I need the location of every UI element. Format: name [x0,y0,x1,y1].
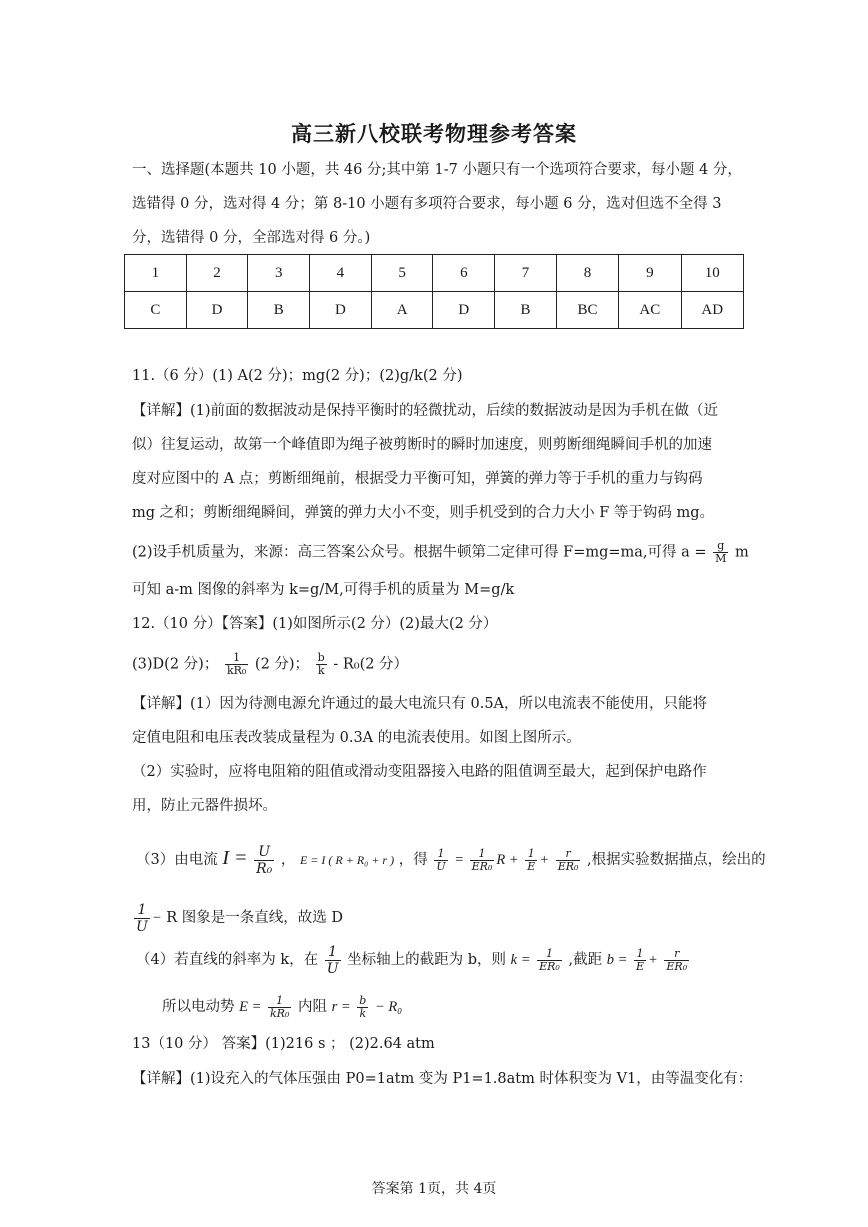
fraction: $\frac{1}{U}$ [436,846,446,873]
comma: ， [280,852,296,868]
q12-detail-7-intercept: ,截距 [568,952,603,968]
q12-detail-6-text: R 图象是一条直线，故选 D [166,910,343,926]
page-title: 高三新八校联考物理参考答案 [291,121,577,146]
formula-I: I = [222,847,248,869]
q11-detail-3: 度对应图中的 A 点；剪断细绳前，根据受力平衡可知，弹簧的弹力等于手机的重力与钩码 [132,471,703,487]
q12-detail-5: （3）由电流 I = $\frac{U}{\text{R₀}}$ ， E = I ( R + R₀ + r ) ，得 $\frac{1}{U}$ = $\frac{1}{\text{ER₀}}$ R + $\frac{1}{E}$ + $\frac{r}{\text{ER₀}}$ ,根据实验数据描点，绘出的 [136,843,766,877]
q12-detail-1: 【详解】(1）因为待测电源允许通过的最大电流只有 0.5A，所以电流表不能使用，只能将 [132,696,708,712]
denominator: R₀ [256,860,273,877]
q12-detail-5-text: （3）由电流 [136,852,218,868]
answer-table [124,254,744,329]
q12-answer: 12.（10 分）【答案】(1)如图所示(2 分）(2)最大(2 分） [132,616,498,632]
denominator: kR₀ [226,664,247,677]
formula-r: r = [331,999,351,1015]
fraction [713,540,728,565]
q12-detail-8-mid: 内阻 [297,999,327,1015]
page-footer: 答案第 1页，共 4页 [371,1181,497,1197]
table-cell: 1 [125,255,187,292]
table-row-numbers [125,255,744,292]
q12-detail-7: （4）若直线的斜率为 k，在 $\frac{1}{U}$ 坐标轴上的截距为 b，则 k = $\frac{1}{\text{ER₀}}$ ,截距 b = $\frac{1}{E}$ + $\frac{r}{\text{ER₀}}$ [136,943,688,977]
table-row-answers [125,292,744,329]
fraction: $\frac{1}{\text{kR₀}}$ [270,993,290,1020]
denominator: M [715,552,727,565]
fraction: $\frac{1}{\text{ER₀}}$ [471,846,493,873]
q12-answer-3 [132,652,750,677]
q12-detail-3: （2）实验时，应将电阻箱的阻值或滑动变阻器接入电路的阻值调至最大，起到保护电路作 [132,764,707,780]
q13-detail-1: 【详解】(1)设充入的气体压强由 P0=1atm 变为 P1=1.8atm 时体积变为 V1，由等温变化有： [132,1071,753,1087]
q11-detail-4: mg 之和；剪断细绳瞬间，弹簧的弹力大小不变，则手机受到的合力大小 F 等于钩码 mg。 [132,505,715,521]
equals: = [454,852,468,868]
section1-line1: 一、选择题(本题共 10 小题，共 46 分;其中第 1-7 小题只有一个选项符合要求，每小题 4 分， [132,162,742,178]
q13-answer: 13（10 分） 答案】(1)216 s ； (2)2.64 atm [132,1036,435,1052]
q11-detail-5-text: (2)设手机质量为，来源：高三答案公众号。根据牛顿第二定律可得 F=mg=ma,可得 a = [132,544,707,561]
table-cell: 6 [433,255,495,292]
table-cell: AD [681,292,744,329]
table-cell: D [310,292,372,329]
q12-score-2: - R₀(2 分） [333,656,409,673]
table-cell: A [371,292,433,329]
table-cell: 10 [681,255,744,292]
formula-E2: E = [239,999,262,1015]
q12-detail-7-mid: 坐标轴上的截距为 b，则 [347,952,507,968]
fraction: $\frac{r}{\text{ER₀}}$ [557,846,579,873]
fraction: $\frac{1}{E}$ [527,846,536,873]
table-cell: 2 [186,255,248,292]
fraction: $\frac{1}{E}$ [635,946,644,973]
q12-detail-6: $\frac{1}{U}$ − R 图象是一条直线，故选 D [136,901,343,935]
q11-detail-1: 【详解】(1)前面的数据波动是保持平衡时的轻微扰动，后续的数据波动是因为手机在做（近 [132,403,719,419]
table-cell: 8 [556,255,618,292]
table-cell: AC [619,292,681,329]
q11-detail-2: 似）往复运动，故第一个峰值即为绳子被剪断时的瞬时加速度，则剪断细绳瞬间手机的加速 [132,437,712,453]
table-cell: B [495,292,557,329]
q12-detail-2: 定值电阻和电压表改装成量程为 0.3A 的电流表使用。如图上图所示。 [132,730,581,746]
q11-detail-5 [132,540,750,565]
table-cell: D [186,292,248,329]
q12-detail-7-text: （4）若直线的斜率为 k，在 [136,952,319,968]
section1-line2: 选错得 0 分，选对得 4 分；第 8-10 小题有多项符合要求，每小题 6 分，选对但选不全得 3 [132,196,722,212]
table-cell: 4 [310,255,372,292]
q12-detail-8 [162,990,750,1024]
q11-detail-5-m: m [735,544,749,561]
denominator: k [317,664,325,677]
table-cell: 5 [371,255,433,292]
q12-part3-label: (3)D(2 分)； [132,656,219,673]
numerator: 1 [225,652,248,665]
fraction [225,652,248,677]
fraction: $\frac{1}{U}$ [326,943,339,977]
table-cell: 3 [248,255,310,292]
q11-answer: 11.（6 分）(1) A(2 分)；mg(2 分)；(2)g/k(2 分) [132,368,463,384]
numerator: U [254,844,274,861]
table-cell: 7 [495,255,557,292]
q12-score: (2 分)； [254,656,310,673]
q12-detail-8-text: 所以电动势 [162,999,235,1015]
table-cell: D [433,292,495,329]
table-cell: BC [556,292,618,329]
text-de: ，得 [398,852,428,868]
fraction: $\frac{b}{k}$ [359,993,367,1020]
numerator: g [713,540,728,553]
formula-r-tail: − R₀ [374,999,403,1015]
table-cell: B [248,292,310,329]
table-cell: 9 [619,255,681,292]
q11-detail-6: 可知 a-m 图像的斜率为 k=g/M,可得手机的质量为 M=g/k [132,582,515,598]
fraction [316,652,327,677]
fraction: $\frac{r}{\text{ER₀}}$ [666,946,688,973]
formula-E: E = I ( R + R₀ + r ) [299,853,395,867]
formula-b: b = [606,952,628,968]
q12-detail-4: 用，防止元器件损坏。 [132,798,277,814]
fraction: $\frac{1}{U}$ [136,901,148,935]
table-cell: C [125,292,187,329]
numerator: b [317,651,325,664]
section1-line3: 分，选错得 0 分，全部选对得 6 分。) [132,230,371,246]
fraction: $\frac{1}{\text{ER₀}}$ [539,946,560,973]
formula-k: k = [510,952,531,968]
fraction [254,844,274,877]
q12-detail-5-tail: ,根据实验数据描点，绘出的 [587,852,766,868]
